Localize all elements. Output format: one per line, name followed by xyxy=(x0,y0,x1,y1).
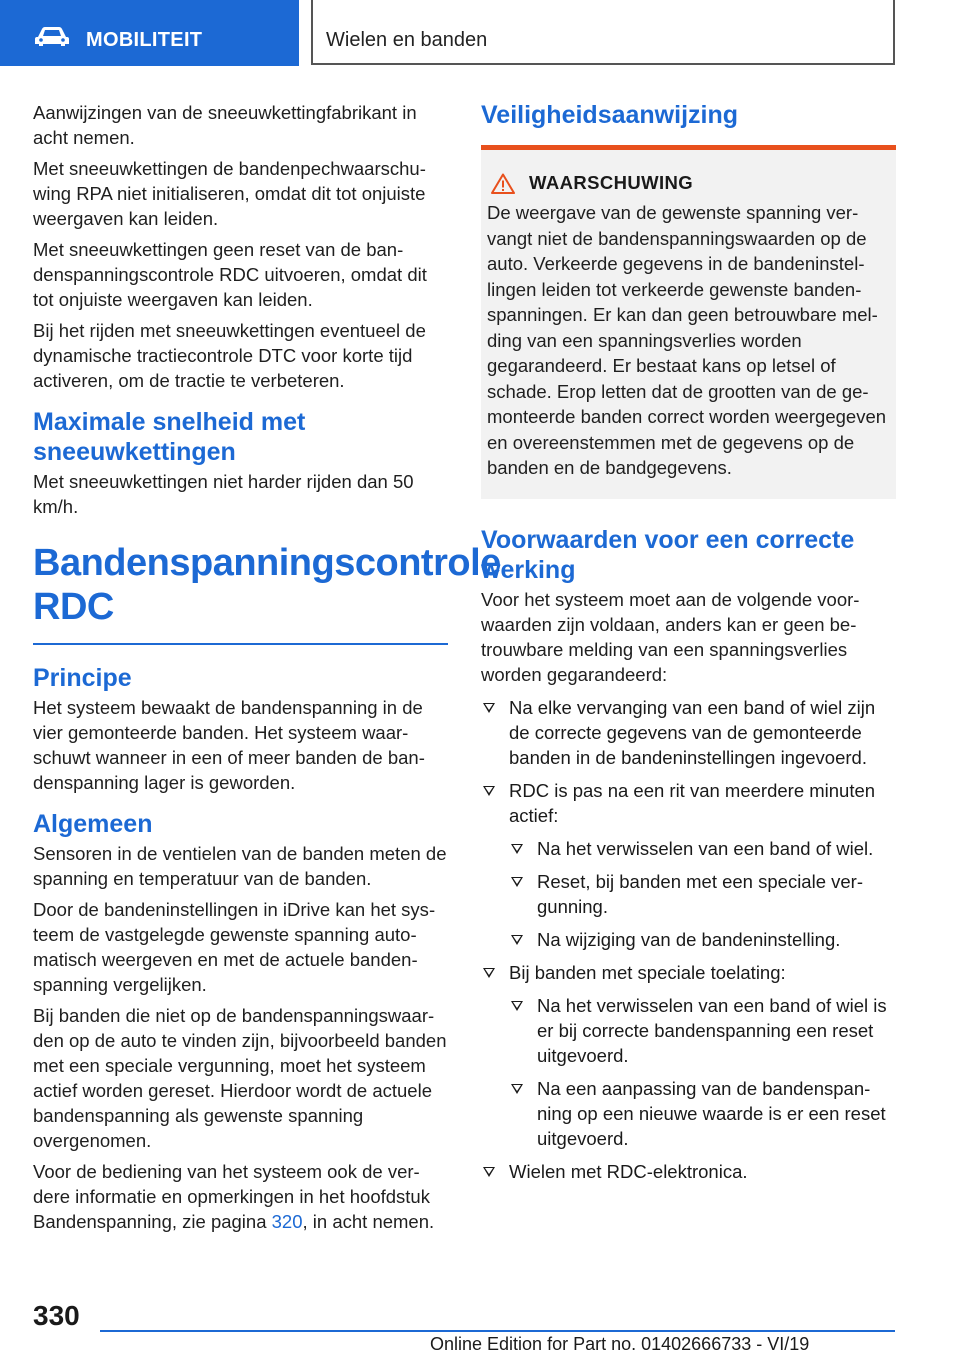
text: Voor de bediening van het systeem ook de verdere informatie en opmerkingen in het hoofdstuk Bandenspanning, zie pagina xyxy=(33,1161,430,1232)
sub-list xyxy=(509,836,896,952)
list-item-text: RDC is pas na een rit van meerdere minuten actief: xyxy=(509,779,876,826)
triangle-bullet-icon xyxy=(483,968,495,978)
safety-heading: Veiligheidsaanwijzing xyxy=(481,101,739,129)
car-icon xyxy=(34,25,70,47)
list-item xyxy=(481,960,896,1151)
list-item-text: Bij banden met speciale toelating: xyxy=(509,961,786,983)
triangle-bullet-icon xyxy=(511,1084,523,1094)
sub-list-item xyxy=(509,993,896,1068)
chapter-tab-label: MOBILITEIT xyxy=(86,29,203,51)
footer-rule xyxy=(100,1330,895,1332)
page-link[interactable]: 320 xyxy=(271,1211,303,1232)
heading-max-speed: Maximale snelheid met sneeuwkettingen xyxy=(33,408,306,466)
list-item-text: Wielen met RDC-elektronica. xyxy=(509,1160,748,1182)
sub-list-item xyxy=(509,869,896,919)
list-item-text: Na elke vervanging van een band of wiel zijn de correcte gegevens van de gemonteerde banden in de bandeninstellingen ingevoerd. xyxy=(509,696,876,768)
paragraph: Door de bandeninstellingen in iDrive kan het systeem de vastgelegde gewenste spanning automatisch weergeven en met de actuele bandenspanning vergelijken. xyxy=(33,899,436,995)
sub-list xyxy=(509,993,896,1151)
paragraph: Bij banden die niet op de bandenspanningswaarden op de auto te vinden zijn, bijvoorbeeld banden met een speciale vergunning, moet het systeem actief worden gereset. Hierdoor wordt de actuele bandenspanning als gewenste spanning overgenomen. xyxy=(33,1005,447,1151)
list-item xyxy=(481,778,896,952)
paragraph: Sensoren in de ventielen van de banden meten de spanning en temperatuur van de banden. xyxy=(33,843,447,889)
chapter-tab[interactable] xyxy=(0,0,299,66)
paragraph: Met sneeuwkettingen de bandenpechwaarschuwing RPA niet initialiseren, omdat dit tot onjuiste weergaven kan leiden. xyxy=(33,158,426,229)
paragraph: Met sneeuwkettingen geen reset van de bandenspanningscontrole RDC uitvoeren, omdat dit tot onjuiste weergaven kan leiden. xyxy=(33,239,427,310)
warning-text: De weergave van de gewenste spanning vervangt niet de bandenspanningswaarden op de auto. Verkeerde gegevens in de bandeninstellingen leiden tot verkeerde gewenste bandenspanningen. Er kan dan geen betrouwbare melding van een spanningsverlies worden gegarandeerd. Er bestaat kans op letsel of schade. Erop letten dat de grootten van de gemonteerde banden correct worden weergegeven en overeenstemmen met de gegevens op de banden en de bandgegevens. xyxy=(487,202,887,478)
warning-header xyxy=(487,172,888,194)
list-item-text: Na het verwisselen van een band of wiel is er bij correcte bandenspanning een reset uitgevoerd. xyxy=(537,994,887,1066)
header-divider-right xyxy=(893,0,895,64)
sub-list-item xyxy=(509,1076,896,1151)
list-item xyxy=(481,1159,896,1184)
heading-rule xyxy=(33,643,448,645)
list-item-text: Na een aanpassing van de bandenspanning op een nieuwe waarde is er een reset uitgevoerd. xyxy=(537,1077,886,1149)
text: , in acht nemen. xyxy=(302,1211,435,1232)
section-title: Wielen en banden xyxy=(326,29,488,51)
paragraph: Aanwijzingen van de sneeuwkettingfabrikant in acht nemen. xyxy=(33,102,417,148)
warning-box xyxy=(481,145,896,499)
footer-edition: Online Edition for Part no. 01402666733 - VI/19 xyxy=(430,1334,810,1354)
conditions-list xyxy=(481,695,896,1184)
triangle-bullet-icon xyxy=(511,1001,523,1011)
paragraph xyxy=(33,1159,448,1234)
triangle-bullet-icon xyxy=(483,703,495,713)
triangle-bullet-icon xyxy=(511,877,523,887)
page-number: 330 xyxy=(33,1300,80,1331)
paragraph: Met sneeuwkettingen niet harder rijden dan 50 km/h. xyxy=(33,471,414,517)
list-item xyxy=(481,695,896,770)
warning-icon xyxy=(491,173,515,194)
chapter-heading: Bandenspanningscontrole RDC xyxy=(33,542,501,628)
paragraph: Bij het rijden met sneeuwkettingen eventueel de dynamische tractiecontrole DTC voor korte tijd activeren, om de tractie te verbeteren. xyxy=(33,320,426,391)
triangle-bullet-icon xyxy=(483,1167,495,1177)
list-item-text: Na het verwisselen van een band of wiel. xyxy=(537,837,874,859)
triangle-bullet-icon xyxy=(483,786,495,796)
heading-principe: Principe xyxy=(33,664,132,692)
header-divider xyxy=(311,0,313,64)
paragraph: Het systeem bewaakt de bandenspanning in de vier gemonteerde banden. Het systeem waarschuwt wanneer in een of meer banden de bandenspanning lager is geworden. xyxy=(33,697,425,793)
header-underline xyxy=(311,63,895,65)
left-column xyxy=(33,100,501,1240)
right-column xyxy=(481,100,896,1192)
list-item-text: Na wijziging van de bandeninstelling. xyxy=(537,928,841,950)
paragraph: Voor het systeem moet aan de volgende voorwaarden zijn voldaan, anders kan er geen betrouwbare melding van een spanningsverlies worden gegarandeerd: xyxy=(481,588,860,685)
heading-algemeen: Algemeen xyxy=(33,810,153,838)
heading-voorwaarden: Voorwaarden voor een correcte werking xyxy=(481,525,855,584)
warning-label: WAARSCHUWING xyxy=(529,172,694,193)
sub-list-item xyxy=(509,927,896,952)
list-item-text: Reset, bij banden met een speciale vergunning. xyxy=(537,870,864,917)
triangle-bullet-icon xyxy=(511,935,523,945)
triangle-bullet-icon xyxy=(511,844,523,854)
sub-list-item xyxy=(509,836,896,861)
page-header xyxy=(0,0,960,66)
